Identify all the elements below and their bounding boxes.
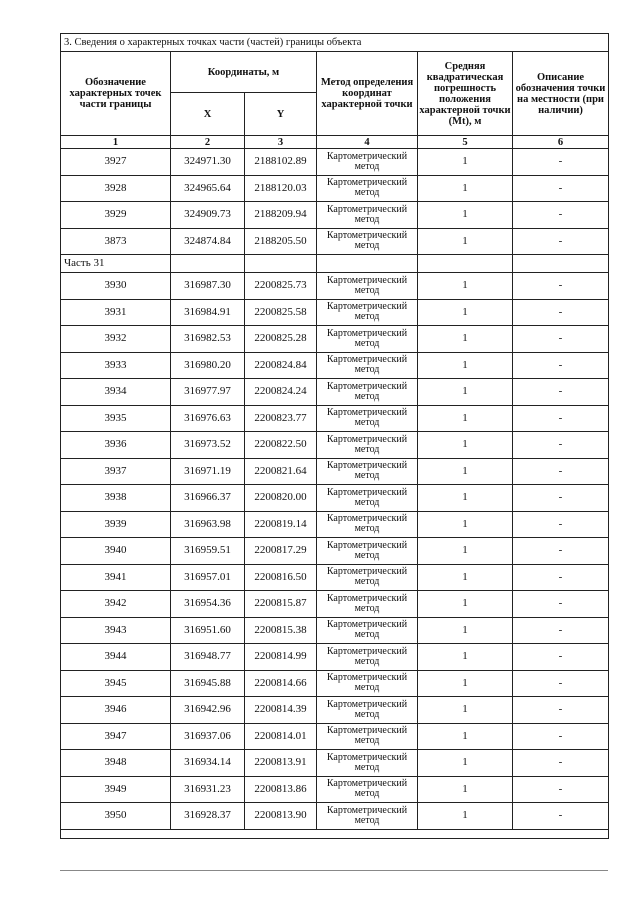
point-id-cell: 3927 bbox=[61, 149, 171, 176]
table-caption: 3. Сведения о характерных точках части (частей) границы объекта bbox=[61, 34, 609, 52]
point-id-cell: 3950 bbox=[61, 803, 171, 830]
point-id-cell: 3936 bbox=[61, 432, 171, 459]
method-cell: Картометрический метод bbox=[317, 379, 418, 406]
x-coordinate-cell: 324971.30 bbox=[171, 149, 245, 176]
error-cell: 1 bbox=[418, 617, 513, 644]
table-row bbox=[61, 511, 609, 538]
method-cell: Картометрический метод bbox=[317, 591, 418, 618]
description-cell: - bbox=[513, 644, 609, 671]
point-id-cell: 3947 bbox=[61, 723, 171, 750]
error-cell: 1 bbox=[418, 352, 513, 379]
table-caption-row bbox=[61, 34, 609, 52]
method-cell: Картометрический метод bbox=[317, 405, 418, 432]
column-number: 2 bbox=[171, 136, 245, 149]
method-cell: Картометрический метод bbox=[317, 175, 418, 202]
x-coordinate-cell: 316971.19 bbox=[171, 458, 245, 485]
method-cell: Картометрический метод bbox=[317, 299, 418, 326]
y-coordinate-cell: 2200823.77 bbox=[245, 405, 317, 432]
description-cell: - bbox=[513, 432, 609, 459]
y-coordinate-cell: 2200822.50 bbox=[245, 432, 317, 459]
description-cell: - bbox=[513, 228, 609, 255]
description-cell: - bbox=[513, 750, 609, 777]
table-row bbox=[61, 697, 609, 724]
point-id-cell: 3931 bbox=[61, 299, 171, 326]
table-row bbox=[61, 485, 609, 512]
header-designation: Обозначение характерных точек части границы bbox=[61, 52, 171, 136]
error-cell: 1 bbox=[418, 299, 513, 326]
table-row bbox=[61, 326, 609, 353]
x-coordinate-cell: 316976.63 bbox=[171, 405, 245, 432]
column-number: 6 bbox=[513, 136, 609, 149]
empty-cell bbox=[317, 255, 418, 273]
description-cell: - bbox=[513, 485, 609, 512]
table-row bbox=[61, 175, 609, 202]
point-id-cell: 3949 bbox=[61, 776, 171, 803]
description-cell: - bbox=[513, 175, 609, 202]
table-row bbox=[61, 670, 609, 697]
y-coordinate-cell: 2200817.29 bbox=[245, 538, 317, 565]
x-coordinate-cell: 316963.98 bbox=[171, 511, 245, 538]
column-number: 3 bbox=[245, 136, 317, 149]
method-cell: Картометрический метод bbox=[317, 511, 418, 538]
x-coordinate-cell: 324909.73 bbox=[171, 202, 245, 229]
header-error: Средняя квадратическая погрешность положения характерной точки (Mt), м bbox=[418, 52, 513, 136]
table-row bbox=[61, 379, 609, 406]
part-label-row bbox=[61, 255, 609, 273]
table-row bbox=[61, 149, 609, 176]
error-cell: 1 bbox=[418, 511, 513, 538]
error-cell: 1 bbox=[418, 228, 513, 255]
description-cell: - bbox=[513, 511, 609, 538]
description-cell: - bbox=[513, 352, 609, 379]
table-row bbox=[61, 564, 609, 591]
x-coordinate-cell: 316948.77 bbox=[171, 644, 245, 671]
boundary-points-table bbox=[60, 33, 609, 839]
error-cell: 1 bbox=[418, 149, 513, 176]
table-row bbox=[61, 432, 609, 459]
y-coordinate-cell: 2200814.99 bbox=[245, 644, 317, 671]
table-row bbox=[61, 803, 609, 830]
method-cell: Картометрический метод bbox=[317, 458, 418, 485]
table-row bbox=[61, 617, 609, 644]
point-id-cell: 3933 bbox=[61, 352, 171, 379]
y-coordinate-cell: 2188205.50 bbox=[245, 228, 317, 255]
error-cell: 1 bbox=[418, 697, 513, 724]
method-cell: Картометрический метод bbox=[317, 697, 418, 724]
y-coordinate-cell: 2200816.50 bbox=[245, 564, 317, 591]
empty-cell bbox=[245, 255, 317, 273]
table-tail bbox=[61, 829, 609, 838]
point-id-cell: 3928 bbox=[61, 175, 171, 202]
point-id-cell: 3873 bbox=[61, 228, 171, 255]
column-number: 4 bbox=[317, 136, 418, 149]
point-id-cell: 3939 bbox=[61, 511, 171, 538]
error-cell: 1 bbox=[418, 458, 513, 485]
y-coordinate-cell: 2188120.03 bbox=[245, 175, 317, 202]
header-y: Y bbox=[245, 93, 317, 136]
point-id-cell: 3932 bbox=[61, 326, 171, 353]
header-row-1 bbox=[61, 52, 609, 93]
error-cell: 1 bbox=[418, 644, 513, 671]
error-cell: 1 bbox=[418, 591, 513, 618]
point-id-cell: 3938 bbox=[61, 485, 171, 512]
x-coordinate-cell: 324874.84 bbox=[171, 228, 245, 255]
error-cell: 1 bbox=[418, 379, 513, 406]
description-cell: - bbox=[513, 803, 609, 830]
description-cell: - bbox=[513, 538, 609, 565]
x-coordinate-cell: 316945.88 bbox=[171, 670, 245, 697]
point-id-cell: 3944 bbox=[61, 644, 171, 671]
y-coordinate-cell: 2200825.58 bbox=[245, 299, 317, 326]
point-id-cell: 3937 bbox=[61, 458, 171, 485]
table-row bbox=[61, 644, 609, 671]
point-id-cell: 3946 bbox=[61, 697, 171, 724]
method-cell: Картометрический метод bbox=[317, 776, 418, 803]
description-cell: - bbox=[513, 591, 609, 618]
description-cell: - bbox=[513, 405, 609, 432]
x-coordinate-cell: 316977.97 bbox=[171, 379, 245, 406]
x-coordinate-cell: 316984.91 bbox=[171, 299, 245, 326]
description-cell: - bbox=[513, 326, 609, 353]
method-cell: Картометрический метод bbox=[317, 564, 418, 591]
error-cell: 1 bbox=[418, 432, 513, 459]
error-cell: 1 bbox=[418, 326, 513, 353]
description-cell: - bbox=[513, 723, 609, 750]
point-id-cell: 3942 bbox=[61, 591, 171, 618]
header-coordinates: Координаты, м bbox=[171, 52, 317, 93]
description-cell: - bbox=[513, 149, 609, 176]
table-row bbox=[61, 776, 609, 803]
point-id-cell: 3948 bbox=[61, 750, 171, 777]
error-cell: 1 bbox=[418, 750, 513, 777]
x-coordinate-cell: 316982.53 bbox=[171, 326, 245, 353]
boundary-points-sheet bbox=[60, 33, 608, 839]
x-coordinate-cell: 316951.60 bbox=[171, 617, 245, 644]
y-coordinate-cell: 2200815.38 bbox=[245, 617, 317, 644]
description-cell: - bbox=[513, 670, 609, 697]
error-cell: 1 bbox=[418, 538, 513, 565]
y-coordinate-cell: 2200815.87 bbox=[245, 591, 317, 618]
y-coordinate-cell: 2200824.84 bbox=[245, 352, 317, 379]
x-coordinate-cell: 316957.01 bbox=[171, 564, 245, 591]
point-id-cell: 3940 bbox=[61, 538, 171, 565]
method-cell: Картометрический метод bbox=[317, 644, 418, 671]
part-label: Часть 31 bbox=[61, 255, 171, 273]
description-cell: - bbox=[513, 564, 609, 591]
x-coordinate-cell: 316966.37 bbox=[171, 485, 245, 512]
y-coordinate-cell: 2200825.73 bbox=[245, 273, 317, 300]
x-coordinate-cell: 316980.20 bbox=[171, 352, 245, 379]
x-coordinate-cell: 316959.51 bbox=[171, 538, 245, 565]
table-row bbox=[61, 273, 609, 300]
y-coordinate-cell: 2200813.91 bbox=[245, 750, 317, 777]
table-tail-row bbox=[61, 829, 609, 838]
method-cell: Картометрический метод bbox=[317, 538, 418, 565]
point-id-cell: 3945 bbox=[61, 670, 171, 697]
y-coordinate-cell: 2200821.64 bbox=[245, 458, 317, 485]
x-coordinate-cell: 316954.36 bbox=[171, 591, 245, 618]
description-cell: - bbox=[513, 458, 609, 485]
table-row bbox=[61, 299, 609, 326]
y-coordinate-cell: 2200814.66 bbox=[245, 670, 317, 697]
method-cell: Картометрический метод bbox=[317, 149, 418, 176]
y-coordinate-cell: 2188209.94 bbox=[245, 202, 317, 229]
method-cell: Картометрический метод bbox=[317, 228, 418, 255]
column-number: 1 bbox=[61, 136, 171, 149]
description-cell: - bbox=[513, 617, 609, 644]
method-cell: Картометрический метод bbox=[317, 432, 418, 459]
header-method: Метод определения координат характерной точки bbox=[317, 52, 418, 136]
table-row bbox=[61, 405, 609, 432]
method-cell: Картометрический метод bbox=[317, 202, 418, 229]
empty-cell bbox=[171, 255, 245, 273]
description-cell: - bbox=[513, 697, 609, 724]
x-coordinate-cell: 316973.52 bbox=[171, 432, 245, 459]
y-coordinate-cell: 2200814.39 bbox=[245, 697, 317, 724]
y-coordinate-cell: 2200820.00 bbox=[245, 485, 317, 512]
x-coordinate-cell: 316987.30 bbox=[171, 273, 245, 300]
error-cell: 1 bbox=[418, 175, 513, 202]
header-description: Описание обозначения точки на местности (при наличии) bbox=[513, 52, 609, 136]
x-coordinate-cell: 316934.14 bbox=[171, 750, 245, 777]
error-cell: 1 bbox=[418, 273, 513, 300]
method-cell: Картометрический метод bbox=[317, 723, 418, 750]
description-cell: - bbox=[513, 379, 609, 406]
error-cell: 1 bbox=[418, 803, 513, 830]
table-row bbox=[61, 352, 609, 379]
column-number-row bbox=[61, 136, 609, 149]
empty-cell bbox=[513, 255, 609, 273]
point-id-cell: 3929 bbox=[61, 202, 171, 229]
point-id-cell: 3930 bbox=[61, 273, 171, 300]
error-cell: 1 bbox=[418, 405, 513, 432]
method-cell: Картометрический метод bbox=[317, 326, 418, 353]
y-coordinate-cell: 2200819.14 bbox=[245, 511, 317, 538]
table-row bbox=[61, 458, 609, 485]
x-coordinate-cell: 324965.64 bbox=[171, 175, 245, 202]
table-row bbox=[61, 723, 609, 750]
header-x: X bbox=[171, 93, 245, 136]
x-coordinate-cell: 316942.96 bbox=[171, 697, 245, 724]
description-cell: - bbox=[513, 273, 609, 300]
x-coordinate-cell: 316928.37 bbox=[171, 803, 245, 830]
error-cell: 1 bbox=[418, 670, 513, 697]
method-cell: Картометрический метод bbox=[317, 273, 418, 300]
y-coordinate-cell: 2200825.28 bbox=[245, 326, 317, 353]
error-cell: 1 bbox=[418, 564, 513, 591]
y-coordinate-cell: 2200814.01 bbox=[245, 723, 317, 750]
description-cell: - bbox=[513, 202, 609, 229]
point-id-cell: 3935 bbox=[61, 405, 171, 432]
error-cell: 1 bbox=[418, 723, 513, 750]
y-coordinate-cell: 2200813.90 bbox=[245, 803, 317, 830]
description-cell: - bbox=[513, 299, 609, 326]
table-row bbox=[61, 228, 609, 255]
page-footer-line bbox=[60, 870, 608, 871]
y-coordinate-cell: 2200813.86 bbox=[245, 776, 317, 803]
method-cell: Картометрический метод bbox=[317, 352, 418, 379]
table-row bbox=[61, 591, 609, 618]
error-cell: 1 bbox=[418, 485, 513, 512]
method-cell: Картометрический метод bbox=[317, 485, 418, 512]
y-coordinate-cell: 2188102.89 bbox=[245, 149, 317, 176]
column-number: 5 bbox=[418, 136, 513, 149]
method-cell: Картометрический метод bbox=[317, 670, 418, 697]
table-row bbox=[61, 538, 609, 565]
point-id-cell: 3934 bbox=[61, 379, 171, 406]
table-row bbox=[61, 750, 609, 777]
method-cell: Картометрический метод bbox=[317, 617, 418, 644]
method-cell: Картометрический метод bbox=[317, 750, 418, 777]
x-coordinate-cell: 316937.06 bbox=[171, 723, 245, 750]
x-coordinate-cell: 316931.23 bbox=[171, 776, 245, 803]
point-id-cell: 3943 bbox=[61, 617, 171, 644]
empty-cell bbox=[418, 255, 513, 273]
y-coordinate-cell: 2200824.24 bbox=[245, 379, 317, 406]
error-cell: 1 bbox=[418, 202, 513, 229]
description-cell: - bbox=[513, 776, 609, 803]
point-id-cell: 3941 bbox=[61, 564, 171, 591]
table-row bbox=[61, 202, 609, 229]
method-cell: Картометрический метод bbox=[317, 803, 418, 830]
error-cell: 1 bbox=[418, 776, 513, 803]
